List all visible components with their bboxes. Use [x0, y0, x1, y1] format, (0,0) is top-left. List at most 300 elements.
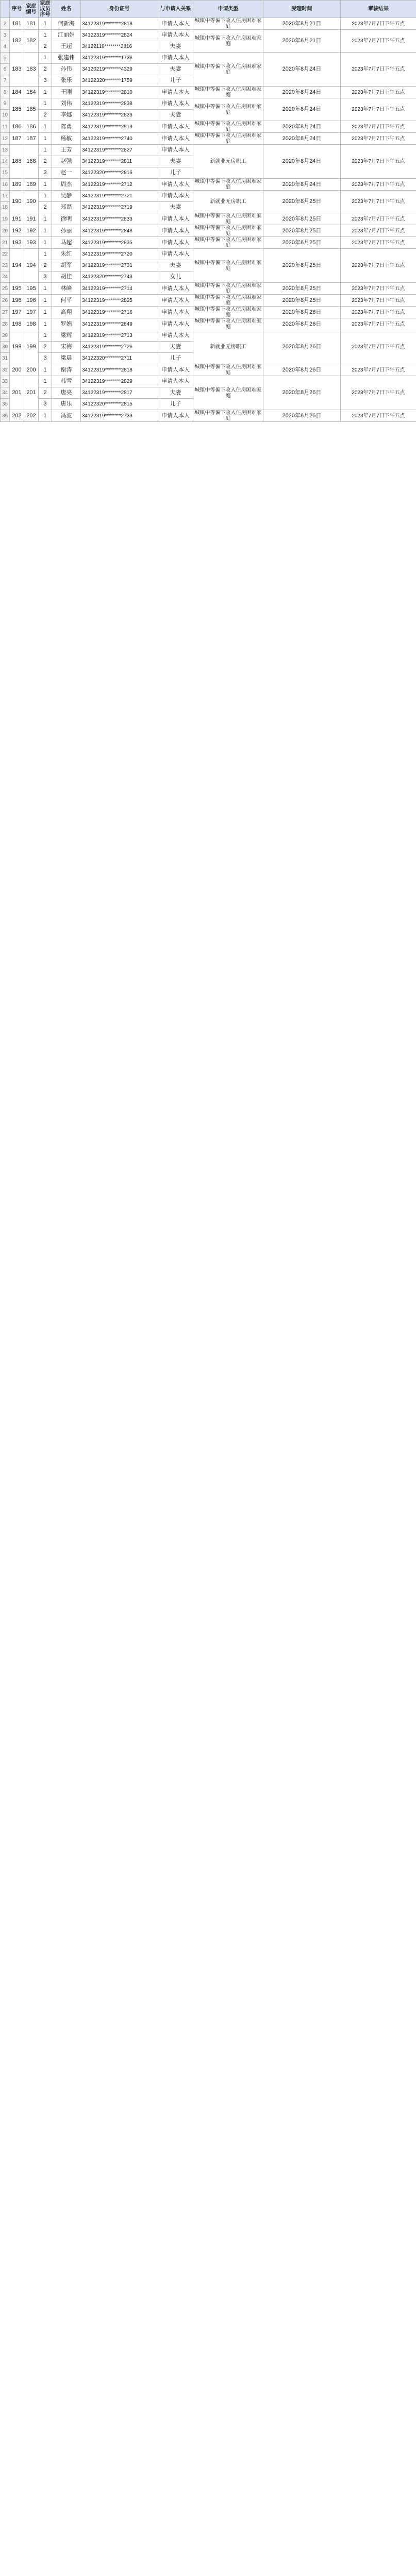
table-row — [1, 330, 416, 342]
member-index-cell: 1 — [39, 364, 52, 376]
family-no-cell: 191 — [24, 213, 39, 225]
table-row — [1, 18, 416, 30]
row-number-cell: 3 — [1, 30, 10, 41]
row-number-cell: 36 — [1, 410, 10, 422]
member-index-cell: 1 — [39, 213, 52, 225]
table-row — [1, 249, 416, 260]
member-index-cell: 1 — [39, 53, 52, 64]
serial-cell: 197 — [10, 307, 24, 318]
relation-cell: 申请人本人 — [158, 410, 193, 422]
review-result-cell: 2023年7月7日下午五点 — [341, 133, 416, 145]
row-number-cell: 29 — [1, 330, 10, 342]
member-index-cell: 3 — [39, 272, 52, 283]
review-result-cell: 2023年7月7日下午五点 — [341, 225, 416, 237]
table-row — [1, 318, 416, 330]
member-index-cell: 1 — [39, 98, 52, 110]
accept-date-cell: 2020年8月25日 — [263, 213, 341, 225]
table-row — [1, 191, 416, 202]
family-no-cell: 196 — [24, 295, 39, 307]
accept-date-cell: 2020年8月24日 — [263, 121, 341, 133]
relation-cell: 申请人本人 — [158, 18, 193, 30]
id-number-cell: 34122319********2838 — [81, 98, 158, 110]
id-number-cell: 34122320********2711 — [81, 353, 158, 364]
accept-date-cell: 2020年8月24日 — [263, 53, 341, 87]
name-cell: 李娜 — [52, 110, 81, 121]
row-number-cell: 33 — [1, 376, 10, 387]
row-number-cell: 18 — [1, 202, 10, 213]
family-no-cell: 197 — [24, 307, 39, 318]
accept-date-cell: 2020年8月24日 — [263, 133, 341, 145]
column-header: 受理时间 — [263, 1, 341, 18]
row-number-cell: 6 — [1, 64, 10, 75]
name-cell: 江丽娟 — [52, 30, 81, 41]
relation-cell: 申请人本人 — [158, 30, 193, 41]
row-number-cell: 24 — [1, 272, 10, 283]
review-result-cell: 2023年7月7日下午五点 — [341, 237, 416, 249]
column-header: 申请类型 — [193, 1, 263, 18]
table-row — [1, 283, 416, 295]
relation-cell: 夫妻 — [158, 156, 193, 167]
name-cell: 王超 — [52, 41, 81, 53]
name-cell: 何平 — [52, 295, 81, 307]
name-cell: 孙伟 — [52, 64, 81, 75]
application-type-cell: 新就业无房职工 — [193, 145, 263, 179]
application-type-cell: 城镇中等偏下收入住房困难家庭 — [193, 410, 263, 422]
application-type-cell: 城镇中等偏下收入住房困难家庭 — [193, 307, 263, 318]
accept-date-cell: 2020年8月24日 — [263, 179, 341, 191]
row-number-cell — [1, 1, 10, 18]
relation-cell: 申请人本人 — [158, 225, 193, 237]
id-number-cell: 34122319********2720 — [81, 249, 158, 260]
id-number-cell: 34122319********2811 — [81, 156, 158, 167]
row-number-cell: 2 — [1, 18, 10, 30]
application-type-cell: 城镇中等偏下收入住房困难家庭 — [193, 376, 263, 410]
family-no-cell: 201 — [24, 376, 39, 410]
review-result-cell: 2023年7月7日下午五点 — [341, 283, 416, 295]
name-cell: 冯波 — [52, 410, 81, 422]
member-index-cell: 2 — [39, 41, 52, 53]
table-row — [1, 295, 416, 307]
member-index-cell: 2 — [39, 110, 52, 121]
relation-cell: 夫妻 — [158, 202, 193, 213]
relation-cell: 申请人本人 — [158, 318, 193, 330]
family-no-cell: 189 — [24, 179, 39, 191]
member-index-cell: 1 — [39, 87, 52, 98]
application-type-cell: 城镇中等偏下收入住房困难家庭 — [193, 98, 263, 121]
id-number-cell: 34122319********2713 — [81, 330, 158, 342]
review-result-cell: 2023年7月7日下午五点 — [341, 249, 416, 283]
member-index-cell: 2 — [39, 260, 52, 272]
row-number-cell: 26 — [1, 295, 10, 307]
name-cell: 孙丽 — [52, 225, 81, 237]
member-index-cell: 3 — [39, 167, 52, 179]
id-number-cell: 34122319********2817 — [81, 387, 158, 399]
accept-date-cell: 2020年8月26日 — [263, 410, 341, 422]
name-cell: 唐乐 — [52, 399, 81, 410]
application-type-cell: 城镇中等偏下收入住房困难家庭 — [193, 213, 263, 225]
id-number-cell: 34122319********2835 — [81, 237, 158, 249]
relation-cell: 儿子 — [158, 167, 193, 179]
review-result-cell: 2023年7月7日下午五点 — [341, 213, 416, 225]
id-number-cell: 34122319********2726 — [81, 342, 158, 353]
row-number-cell: 34 — [1, 387, 10, 399]
name-cell: 梁辉 — [52, 330, 81, 342]
header-row — [1, 1, 416, 18]
id-number-cell: 34122320********2743 — [81, 272, 158, 283]
name-cell: 宋梅 — [52, 342, 81, 353]
family-no-cell: 193 — [24, 237, 39, 249]
member-index-cell: 2 — [39, 64, 52, 75]
member-index-cell: 2 — [39, 156, 52, 167]
serial-cell: 200 — [10, 364, 24, 376]
review-result-cell: 2023年7月7日下午五点 — [341, 121, 416, 133]
id-number-cell: 34122319********2719 — [81, 202, 158, 213]
row-number-cell: 32 — [1, 364, 10, 376]
name-cell: 周杰 — [52, 179, 81, 191]
relation-cell: 申请人本人 — [158, 307, 193, 318]
name-cell: 徐明 — [52, 213, 81, 225]
review-result-cell: 2023年7月7日下午五点 — [341, 295, 416, 307]
column-header: 审核结果 — [341, 1, 416, 18]
family-no-cell: 184 — [24, 87, 39, 98]
member-index-cell: 2 — [39, 202, 52, 213]
column-header: 家庭成员序号 — [39, 1, 52, 18]
table-row — [1, 145, 416, 156]
review-result-cell: 2023年7月7日下午五点 — [341, 318, 416, 330]
serial-cell: 198 — [10, 318, 24, 330]
id-number-cell: 34122319********2733 — [81, 410, 158, 422]
family-no-cell: 181 — [24, 18, 39, 30]
accept-date-cell: 2020年8月26日 — [263, 307, 341, 318]
review-result-cell: 2023年7月7日下午五点 — [341, 53, 416, 87]
table-row — [1, 53, 416, 64]
name-cell: 高翔 — [52, 307, 81, 318]
relation-cell: 夫妻 — [158, 110, 193, 121]
id-number-cell: 34122319********2731 — [81, 260, 158, 272]
member-index-cell: 1 — [39, 121, 52, 133]
serial-cell: 185 — [10, 98, 24, 121]
family-no-cell: 202 — [24, 410, 39, 422]
name-cell: 张乐 — [52, 75, 81, 87]
table-row — [1, 30, 416, 41]
id-number-cell: 34122319********2827 — [81, 145, 158, 156]
application-type-cell: 城镇中等偏下收入住房困难家庭 — [193, 249, 263, 283]
name-cell: 赵一 — [52, 167, 81, 179]
row-number-cell: 27 — [1, 307, 10, 318]
serial-cell: 199 — [10, 330, 24, 364]
table-row — [1, 376, 416, 387]
id-number-cell: 34122319********2848 — [81, 225, 158, 237]
review-result-cell: 2023年7月7日下午五点 — [341, 145, 416, 179]
relation-cell: 申请人本人 — [158, 249, 193, 260]
application-type-cell: 城镇中等偏下收入住房困难家庭 — [193, 18, 263, 30]
row-number-cell: 23 — [1, 260, 10, 272]
table-row — [1, 307, 416, 318]
review-result-cell: 2023年7月7日下午五点 — [341, 98, 416, 121]
row-number-cell: 21 — [1, 237, 10, 249]
application-type-cell: 城镇中等偏下收入住房困难家庭 — [193, 283, 263, 295]
row-number-cell: 25 — [1, 283, 10, 295]
serial-cell: 195 — [10, 283, 24, 295]
member-index-cell: 1 — [39, 237, 52, 249]
row-number-cell: 15 — [1, 167, 10, 179]
name-cell: 胡军 — [52, 260, 81, 272]
accept-date-cell: 2020年8月24日 — [263, 98, 341, 121]
name-cell: 韩雪 — [52, 376, 81, 387]
table-row — [1, 133, 416, 145]
relation-cell: 申请人本人 — [158, 191, 193, 202]
name-cell: 张建伟 — [52, 53, 81, 64]
family-no-cell: 185 — [24, 98, 39, 121]
serial-cell: 196 — [10, 295, 24, 307]
application-type-cell: 新就业无房职工 — [193, 191, 263, 213]
row-number-cell: 7 — [1, 75, 10, 87]
row-number-cell: 14 — [1, 156, 10, 167]
row-number-cell: 9 — [1, 98, 10, 110]
table-row — [1, 410, 416, 422]
row-number-cell: 22 — [1, 249, 10, 260]
member-index-cell: 1 — [39, 30, 52, 41]
relation-cell: 申请人本人 — [158, 283, 193, 295]
name-cell: 唐亮 — [52, 387, 81, 399]
accept-date-cell: 2020年8月25日 — [263, 191, 341, 213]
id-number-cell: 34122319********2919 — [81, 121, 158, 133]
serial-cell: 181 — [10, 18, 24, 30]
family-no-cell: 188 — [24, 145, 39, 179]
row-number-cell: 8 — [1, 87, 10, 98]
serial-cell: 184 — [10, 87, 24, 98]
application-type-cell: 城镇中等偏下收入住房困难家庭 — [193, 179, 263, 191]
id-number-cell: 34122319********2824 — [81, 30, 158, 41]
family-no-cell: 199 — [24, 330, 39, 364]
row-number-cell: 35 — [1, 399, 10, 410]
column-header: 身份证号 — [81, 1, 158, 18]
application-type-cell: 城镇中等偏下收入住房困难家庭 — [193, 53, 263, 87]
serial-cell: 192 — [10, 225, 24, 237]
relation-cell: 夫妻 — [158, 260, 193, 272]
application-type-cell: 城镇中等偏下收入住房困难家庭 — [193, 295, 263, 307]
id-number-cell: 34122320********2816 — [81, 167, 158, 179]
accept-date-cell: 2020年8月25日 — [263, 237, 341, 249]
review-result-cell: 2023年7月7日下午五点 — [341, 30, 416, 53]
review-result-cell: 2023年7月7日下午五点 — [341, 330, 416, 364]
application-type-cell: 城镇中等偏下收入住房困难家庭 — [193, 133, 263, 145]
family-no-cell: 186 — [24, 121, 39, 133]
member-index-cell: 2 — [39, 387, 52, 399]
application-type-cell: 城镇中等偏下收入住房困难家庭 — [193, 225, 263, 237]
review-result-cell: 2023年7月7日下午五点 — [341, 191, 416, 213]
column-header: 序号 — [10, 1, 24, 18]
id-number-cell: 34120219********4329 — [81, 64, 158, 75]
accept-date-cell: 2020年8月25日 — [263, 295, 341, 307]
relation-cell: 儿子 — [158, 75, 193, 87]
relation-cell: 夫妻 — [158, 41, 193, 53]
member-index-cell: 1 — [39, 318, 52, 330]
application-type-cell: 城镇中等偏下收入住房困难家庭 — [193, 30, 263, 53]
relation-cell: 夫妻 — [158, 387, 193, 399]
member-index-cell: 3 — [39, 75, 52, 87]
accept-date-cell: 2020年8月26日 — [263, 330, 341, 364]
member-index-cell: 1 — [39, 330, 52, 342]
accept-date-cell: 2020年8月26日 — [263, 364, 341, 376]
table-row — [1, 213, 416, 225]
relation-cell: 申请人本人 — [158, 133, 193, 145]
table-row — [1, 364, 416, 376]
accept-date-cell: 2020年8月25日 — [263, 283, 341, 295]
relation-cell: 儿子 — [158, 353, 193, 364]
name-cell: 王芳 — [52, 145, 81, 156]
accept-date-cell: 2020年8月21日 — [263, 18, 341, 30]
family-no-cell: 192 — [24, 225, 39, 237]
id-number-cell: 34122319********2829 — [81, 376, 158, 387]
relation-cell: 申请人本人 — [158, 98, 193, 110]
row-number-cell: 5 — [1, 53, 10, 64]
row-number-cell: 11 — [1, 121, 10, 133]
review-result-cell: 2023年7月7日下午五点 — [341, 307, 416, 318]
column-header: 家庭编号 — [24, 1, 39, 18]
serial-cell: 194 — [10, 249, 24, 283]
application-type-cell: 城镇中等偏下收入住房困难家庭 — [193, 87, 263, 98]
name-cell: 郑磊 — [52, 202, 81, 213]
accept-date-cell: 2020年8月26日 — [263, 318, 341, 330]
serial-cell: 186 — [10, 121, 24, 133]
name-cell: 杨敏 — [52, 133, 81, 145]
id-number-cell: 34122320********2815 — [81, 399, 158, 410]
row-number-cell: 16 — [1, 179, 10, 191]
member-index-cell: 1 — [39, 283, 52, 295]
serial-cell: 202 — [10, 410, 24, 422]
row-number-cell: 12 — [1, 133, 10, 145]
name-cell: 王刚 — [52, 87, 81, 98]
application-type-cell: 新就业无房职工 — [193, 330, 263, 364]
member-index-cell: 1 — [39, 249, 52, 260]
review-result-cell: 2023年7月7日下午五点 — [341, 18, 416, 30]
id-number-cell: 34122319********2818 — [81, 364, 158, 376]
member-index-cell: 2 — [39, 342, 52, 353]
family-no-cell: 195 — [24, 283, 39, 295]
id-number-cell: 34122319********1736 — [81, 53, 158, 64]
review-result-cell: 2023年7月7日下午五点 — [341, 179, 416, 191]
relation-cell: 申请人本人 — [158, 179, 193, 191]
application-type-cell: 城镇中等偏下收入住房困难家庭 — [193, 318, 263, 330]
relation-cell: 申请人本人 — [158, 237, 193, 249]
name-cell: 何新海 — [52, 18, 81, 30]
row-number-cell: 31 — [1, 353, 10, 364]
serial-cell: 182 — [10, 30, 24, 53]
serial-cell: 193 — [10, 237, 24, 249]
relation-cell: 申请人本人 — [158, 53, 193, 64]
row-number-cell: 10 — [1, 110, 10, 121]
serial-cell: 191 — [10, 213, 24, 225]
application-type-cell: 城镇中等偏下收入住房困难家庭 — [193, 121, 263, 133]
accept-date-cell: 2020年8月24日 — [263, 87, 341, 98]
table-row — [1, 225, 416, 237]
serial-cell: 188 — [10, 145, 24, 179]
member-index-cell: 3 — [39, 399, 52, 410]
relation-cell: 申请人本人 — [158, 295, 193, 307]
column-header: 姓名 — [52, 1, 81, 18]
table-row — [1, 98, 416, 110]
table-row — [1, 237, 416, 249]
id-number-cell: 34122319********2833 — [81, 213, 158, 225]
id-number-cell: 34122319********2714 — [81, 283, 158, 295]
name-cell: 朱红 — [52, 249, 81, 260]
name-cell: 刘伟 — [52, 98, 81, 110]
family-no-cell: 182 — [24, 30, 39, 53]
name-cell: 马超 — [52, 237, 81, 249]
relation-cell: 申请人本人 — [158, 330, 193, 342]
serial-cell: 189 — [10, 179, 24, 191]
relation-cell: 女儿 — [158, 272, 193, 283]
id-number-cell: 34122319********2849 — [81, 318, 158, 330]
relation-cell: 夫妻 — [158, 342, 193, 353]
name-cell: 胡佳 — [52, 272, 81, 283]
serial-cell: 187 — [10, 133, 24, 145]
family-no-cell: 194 — [24, 249, 39, 283]
member-index-cell: 1 — [39, 225, 52, 237]
id-number-cell: 34122319********2740 — [81, 133, 158, 145]
relation-cell: 申请人本人 — [158, 376, 193, 387]
id-number-cell: 34122119********2816 — [81, 41, 158, 53]
id-number-cell: 34122319********2810 — [81, 87, 158, 98]
member-index-cell: 3 — [39, 353, 52, 364]
id-number-cell: 34122319********2716 — [81, 307, 158, 318]
review-result-cell: 2023年7月7日下午五点 — [341, 410, 416, 422]
row-number-cell: 30 — [1, 342, 10, 353]
accept-date-cell: 2020年8月25日 — [263, 225, 341, 237]
relation-cell: 申请人本人 — [158, 145, 193, 156]
id-number-cell: 34122319********2823 — [81, 110, 158, 121]
row-number-cell: 13 — [1, 145, 10, 156]
row-number-cell: 28 — [1, 318, 10, 330]
application-type-cell: 城镇中等偏下收入住房困难家庭 — [193, 237, 263, 249]
review-result-cell: 2023年7月7日下午五点 — [341, 87, 416, 98]
relation-cell: 夫妻 — [158, 64, 193, 75]
member-index-cell: 1 — [39, 133, 52, 145]
accept-date-cell: 2020年8月24日 — [263, 145, 341, 179]
name-cell: 罗娟 — [52, 318, 81, 330]
table-row — [1, 121, 416, 133]
id-number-cell: 34122319********2818 — [81, 18, 158, 30]
relation-cell: 申请人本人 — [158, 87, 193, 98]
review-result-cell: 2023年7月7日下午五点 — [341, 364, 416, 376]
family-no-cell: 200 — [24, 364, 39, 376]
application-type-cell: 城镇中等偏下收入住房困难家庭 — [193, 364, 263, 376]
accept-date-cell: 2020年8月25日 — [263, 249, 341, 283]
member-index-cell: 1 — [39, 295, 52, 307]
family-no-cell: 198 — [24, 318, 39, 330]
applicant-table — [0, 0, 416, 422]
id-number-cell: 34122320********1759 — [81, 75, 158, 87]
member-index-cell: 1 — [39, 191, 52, 202]
row-number-cell: 17 — [1, 191, 10, 202]
table-row — [1, 87, 416, 98]
member-index-cell: 1 — [39, 376, 52, 387]
name-cell: 梁晨 — [52, 353, 81, 364]
id-number-cell: 34122319********2721 — [81, 191, 158, 202]
review-result-cell: 2023年7月7日下午五点 — [341, 376, 416, 410]
row-number-cell: 19 — [1, 213, 10, 225]
member-index-cell: 1 — [39, 145, 52, 156]
row-number-cell: 20 — [1, 225, 10, 237]
family-no-cell: 190 — [24, 191, 39, 213]
table-row — [1, 179, 416, 191]
relation-cell: 申请人本人 — [158, 121, 193, 133]
name-cell: 陈勇 — [52, 121, 81, 133]
family-no-cell: 187 — [24, 133, 39, 145]
relation-cell: 申请人本人 — [158, 364, 193, 376]
serial-cell: 183 — [10, 53, 24, 87]
